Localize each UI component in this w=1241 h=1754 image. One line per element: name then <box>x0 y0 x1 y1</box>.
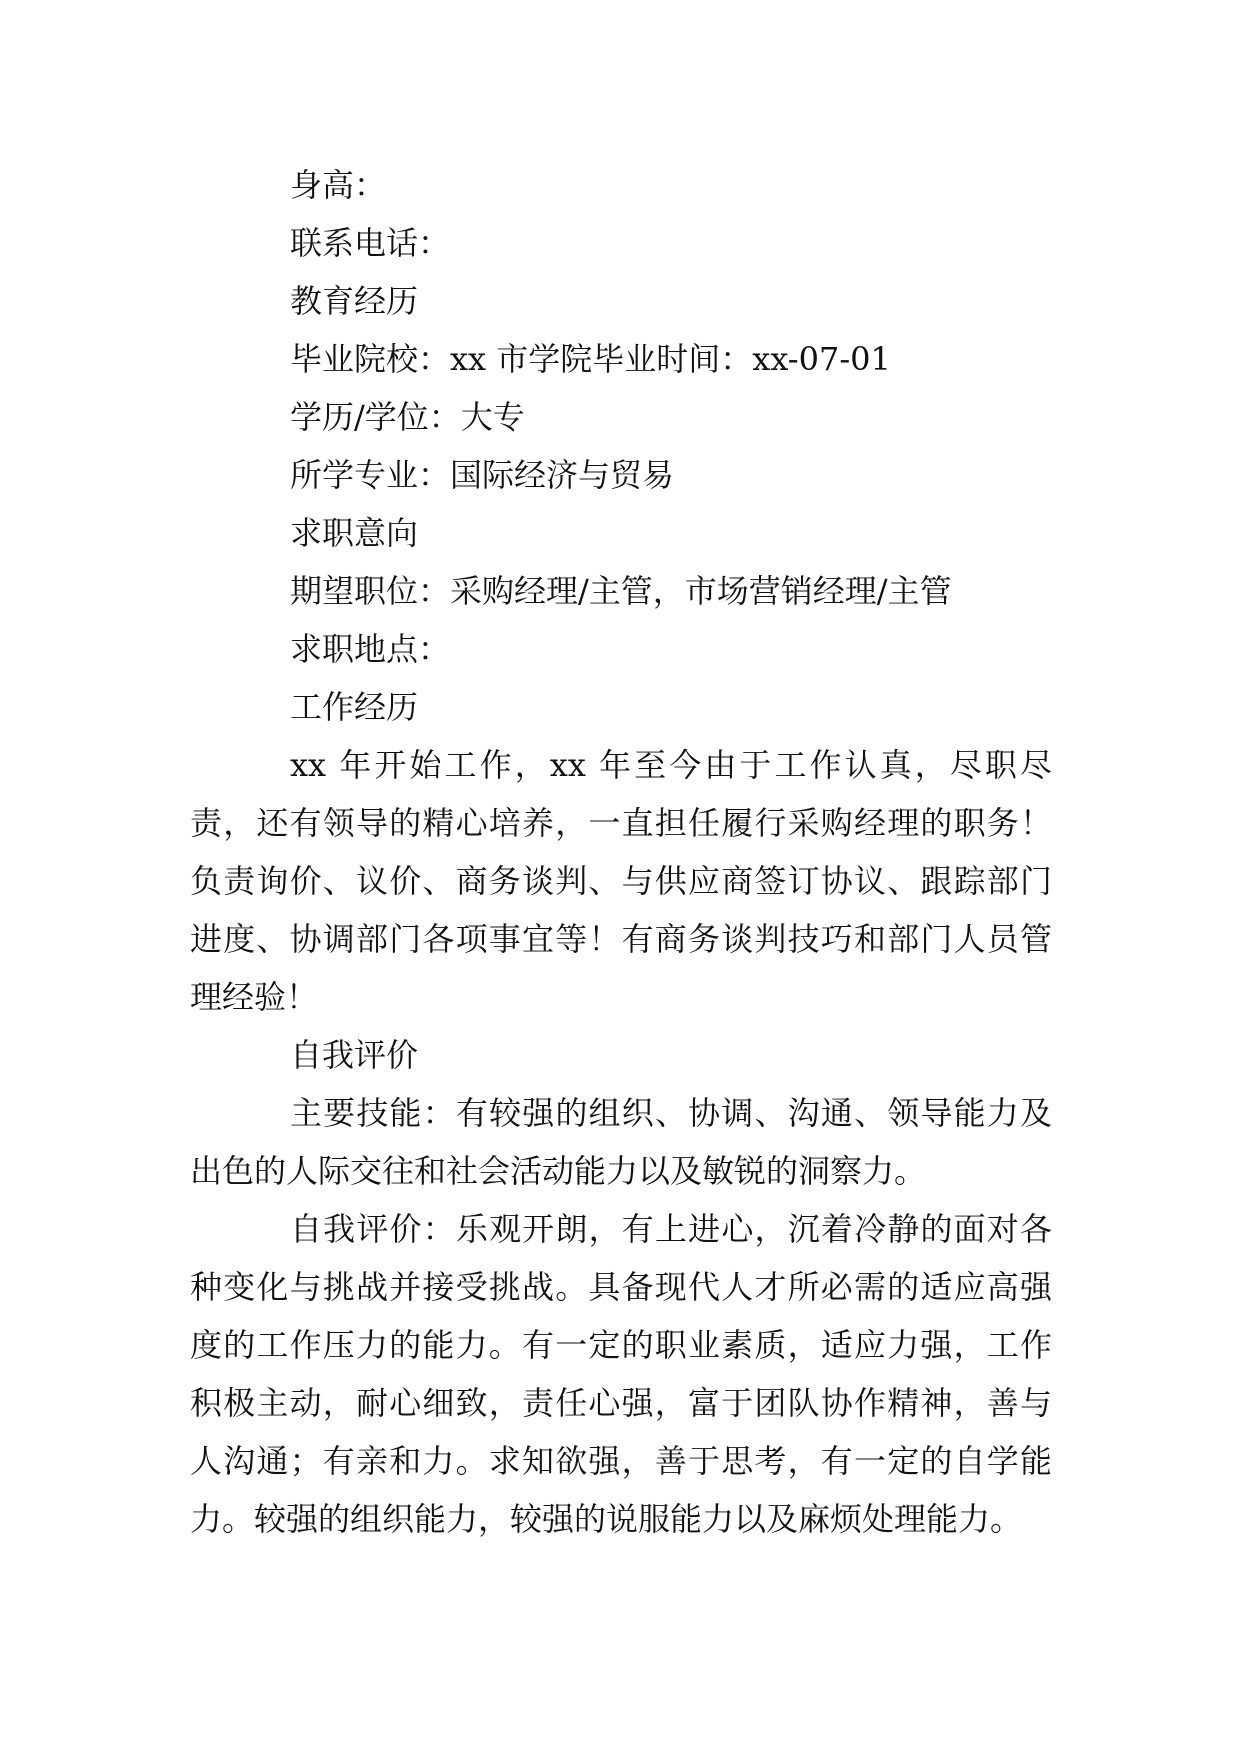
skills-paragraph: 主要技能：有较强的组织、协调、沟通、领导能力及出色的人际交往和社会活动能力以及敏锐的洞察力。 <box>190 1094 1052 1190</box>
work-description: xx 年开始工作，xx 年至今由于工作认真，尽职尽责，还有领导的精心培养，一直担任履行采购经理的职务！负责询价、议价、商务谈判、与供应商签订协议、跟踪部门进度、协调部门各项事宜等！有商务谈判技巧和部门人员管理经验！ <box>190 746 1052 1016</box>
degree-field: 学历/学位：大专 <box>290 398 525 436</box>
work-heading: 工作经历 <box>290 688 419 726</box>
document-body <box>190 156 1052 1548</box>
location-field: 求职地点： <box>290 630 451 668</box>
intention-heading: 求职意向 <box>290 514 419 552</box>
height-field: 身高： <box>290 166 387 204</box>
school-field: 毕业院校：xx 市学院毕业时间：xx-07-01 <box>290 340 891 378</box>
phone-field: 联系电话： <box>290 224 451 262</box>
major-field: 所学专业：国际经济与贸易 <box>290 456 675 494</box>
education-heading: 教育经历 <box>290 282 419 320</box>
evaluation-paragraph: 自我评价：乐观开朗，有上进心，沉着冷静的面对各种变化与挑战并接受挑战。具备现代人才所必需的适应高强度的工作压力的能力。有一定的职业素质，适应力强，工作积极主动，耐心细致，责任心强，富于团队协作精神，善与人沟通；有亲和力。求知欲强，善于思考，有一定的自学能力。较强的组织能力，较强的说服能力以及麻烦处理能力。 <box>190 1210 1052 1538</box>
self-eval-heading: 自我评价 <box>290 1036 419 1074</box>
position-field: 期望职位：采购经理/主管，市场营销经理/主管 <box>290 572 952 610</box>
